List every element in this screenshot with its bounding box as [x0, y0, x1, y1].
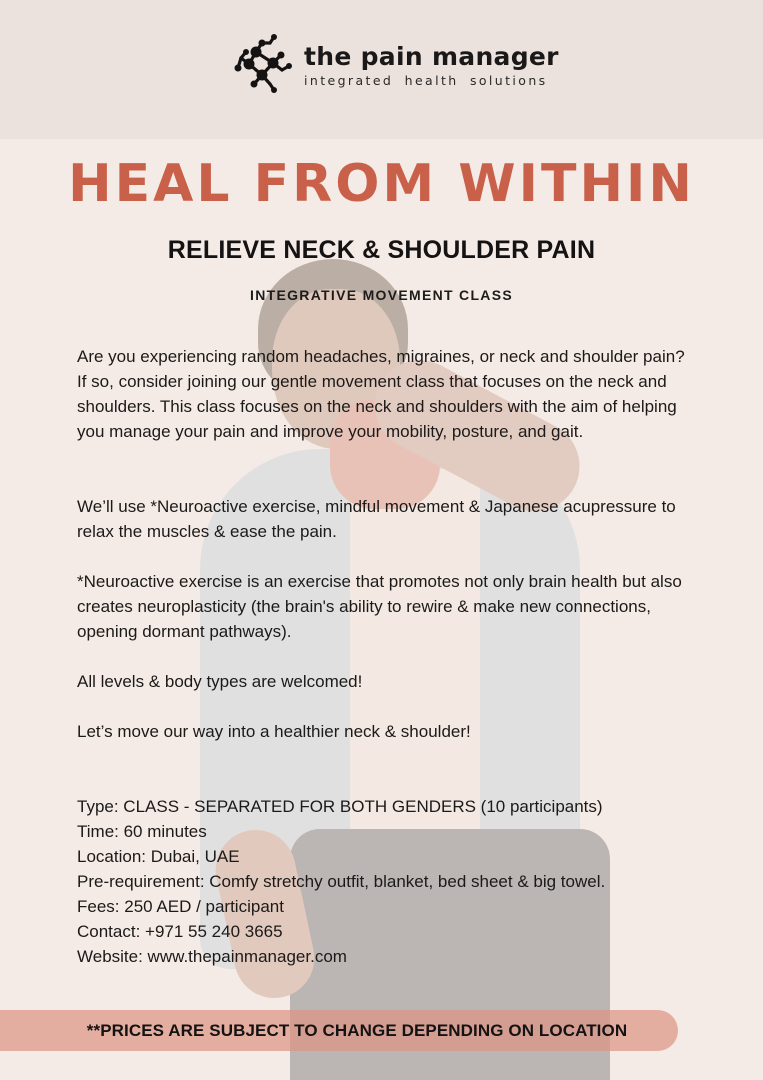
class-type-heading: INTEGRATIVE MOVEMENT CLASS [250, 287, 513, 303]
page-title: HEAL FROM WITHIN [68, 154, 695, 214]
detail-type: Type: CLASS - SEPARATED FOR BOTH GENDERS (10 participants) [77, 797, 603, 816]
detail-fees: Fees: 250 AED / participant [77, 897, 284, 916]
closing-paragraph: Let’s move our way into a healthier neck & shoulder! [77, 722, 471, 741]
method-paragraph: We’ll use *Neuroactive exercise, mindful movement & Japanese acupressure to relax the muscles & ease the pain. [77, 497, 676, 541]
detail-pre-requirement: Pre-requirement: Comfy stretchy outfit, blanket, bed sheet & big towel. [77, 872, 606, 891]
class-details-list [77, 794, 717, 969]
brand-tagline: integrated health solutions [304, 72, 548, 88]
brand-name: the pain manager [304, 41, 559, 71]
detail-location: Location: Dubai, UAE [77, 847, 240, 866]
detail-contact: Contact: +971 55 240 3665 [77, 922, 283, 941]
price-notice-text: **PRICES ARE SUBJECT TO CHANGE DEPENDING ON LOCATION [86, 1021, 628, 1040]
page-subtitle: RELIEVE NECK & SHOULDER PAIN [167, 236, 596, 264]
detail-time: Time: 60 minutes [77, 822, 207, 841]
neuroactive-footnote-paragraph: *Neuroactive exercise is an exercise that promotes not only brain health but also creates neuroplasticity (the brain's ability to rewire & make new connections, opening dormant pathways). [77, 572, 682, 641]
detail-website: Website: www.thepainmanager.com [77, 947, 347, 966]
welcome-paragraph: All levels & body types are welcomed! [77, 672, 363, 691]
intro-paragraph: Are you experiencing random headaches, migraines, or neck and shoulder pain? If so, consider joining our gentle movement class that focuses on the neck and shoulders. This class focuses on the neck and shoulders with the aim of helping you manage your pain and improve your mobility, posture, and gait. [77, 347, 685, 441]
